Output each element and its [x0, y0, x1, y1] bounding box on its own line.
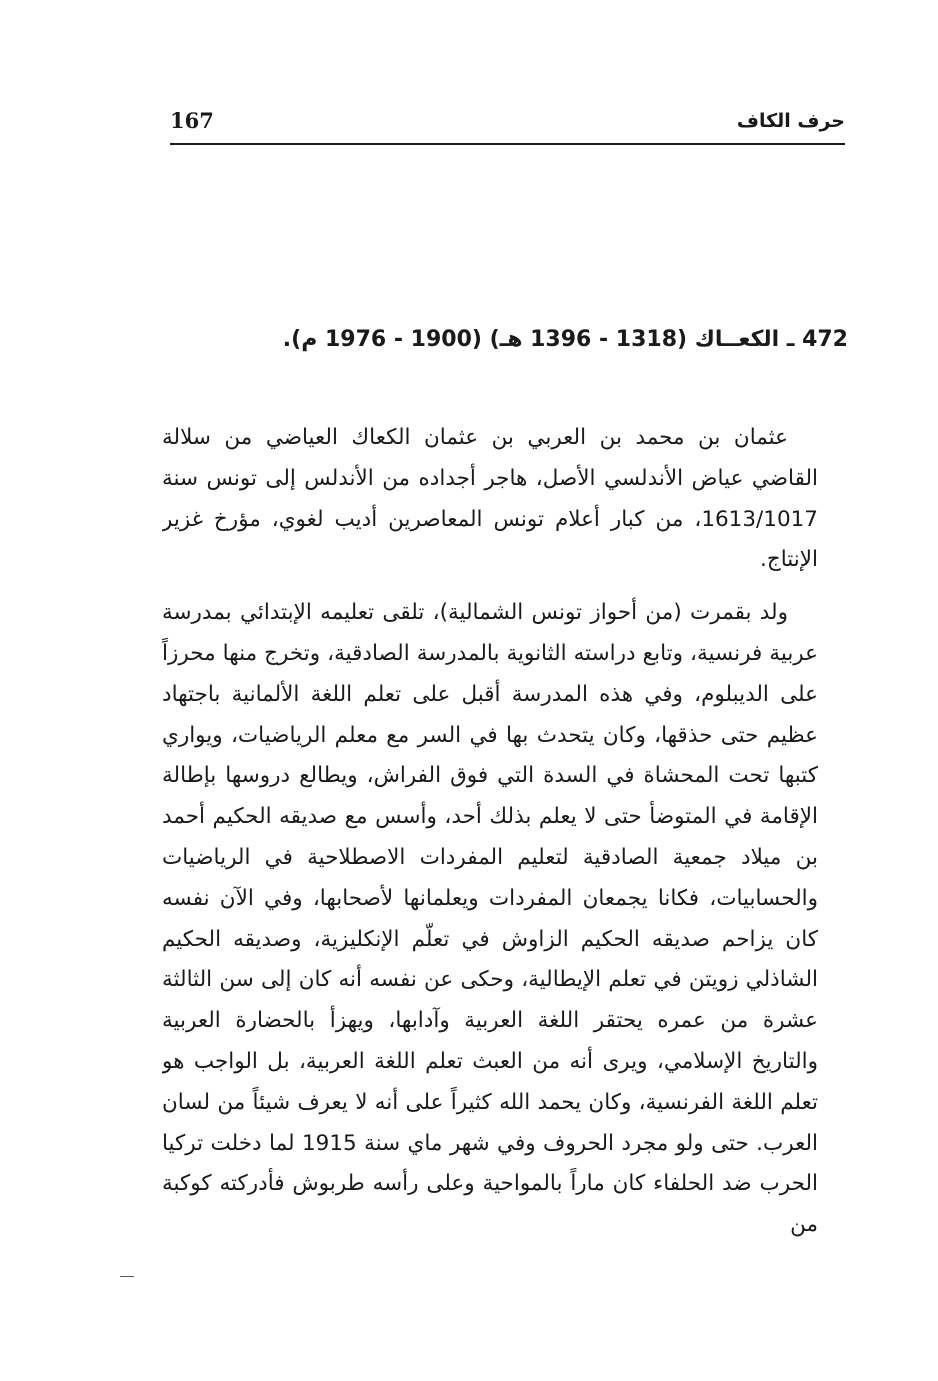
page-number: 167 — [170, 108, 214, 133]
running-head: حرف الكاف — [736, 110, 845, 132]
margin-mark — [120, 1276, 134, 1277]
paragraph-biography: ولد بقمرت (من أحواز تونس الشمالية)، تلقى تعليمه الإبتدائي بمدرسة عربية فرنسية، وتابع دراسته الثانوية بالمدرسة الصادقية، وتخرج منها محرزاً على الديبلوم، وفي هذه المدرسة أقبل على تعلم اللغة الألمانية باجتهاد عظيم حتى حذقها، وكان يتحدث بها في السر مع معلم الرياضيات، ويواري كتبها تحت المحشاة في السدة التي فوق الفراش، ويطالع دروسها بإطالة الإقامة في المتوضأ حتى لا يعلم بذلك أحد، وأسس مع صديقه الحكيم أحمد بن ميلاد جمعية الصادقية لتعليم المفردات الاصطلاحية في الرياضيات والحسابيات، فكانا يجمعان المفردات ويعلمانها لأصحابها، وفي الآن نفسه كان يزاحم صديقه الحكيم الزاوش في تعلّم الإنكليزية، وصديقه الحكيم الشاذلي زويتن في تعلم الإيطالية، وحكى عن نفسه أنه كان إلى سن الثالثة عشرة من عمره يحتقر اللغة العربية وآدابها، ويهزأ بالحضارة العربية والتاريخ الإسلامي، ويرى أنه من العبث تعلم اللغة العربية، بل الواجب هو تعلم اللغة الفرنسية، وكان يحمد الله كثيراً على أنه لا يعرف شيئاً من لسان العرب. حتى ولو مجرد الحروف وفي شهر ماي سنة 1915 لما دخلت تركيا الحرب ضد الحلفاء كان ماراً بالمواحية وعلى رأسه طربوش فأدركته كوكبة من — [162, 600, 818, 1238]
header-rule — [170, 143, 845, 145]
entry-body — [162, 418, 818, 1298]
entry-title: 472 ـ الكعــاك (1318 - 1396 هـ) (1900 - 1976 م). — [282, 327, 848, 352]
paragraph-lineage: عثمان بن محمد بن العربي بن عثمان الكعاك العياضي من سلالة القاضي عياض الأندلسي الأصل، هاجر أجداده من الأندلس إلى تونس سنة 1613/1017، من كبار أعلام تونس المعاصرين أديب لغوي، مؤرخ غزير الإنتاج. — [162, 425, 818, 573]
page-header — [170, 108, 845, 142]
